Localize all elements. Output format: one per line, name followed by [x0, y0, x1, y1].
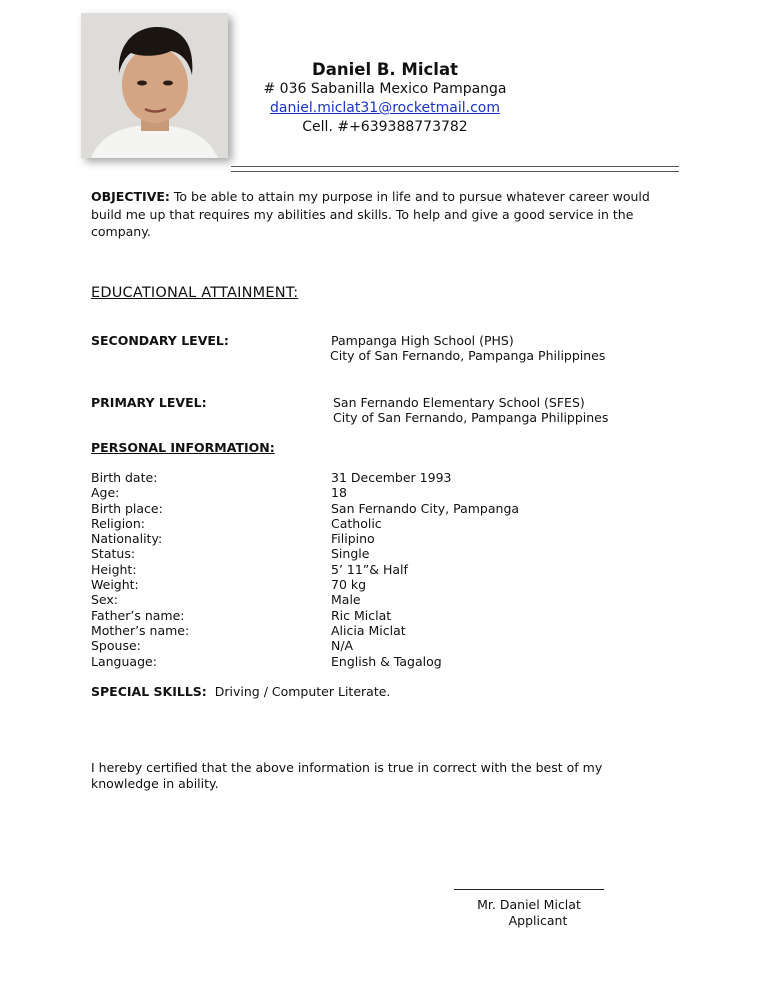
email-link[interactable]: daniel.miclat31@rocketmail.com [270, 100, 500, 116]
cell-number: Cell. #+639388773782 [302, 119, 468, 135]
secondary-level-label: SECONDARY LEVEL: [91, 333, 229, 348]
personal-info-values [331, 470, 519, 669]
spouse-label: Spouse: [91, 638, 141, 654]
status-label: Status: [91, 546, 136, 562]
spouse-value: N/A [331, 638, 354, 654]
profile-photo [81, 13, 228, 158]
address: # 036 Sabanilla Mexico Pampanga [263, 81, 507, 97]
signature-line [454, 889, 604, 890]
age-value: 18 [331, 485, 347, 501]
objective-paragraph [91, 188, 676, 241]
birth-date-label: Birth date: [91, 470, 158, 485]
objective-label: OBJECTIVE: [91, 189, 170, 204]
header-divider-bottom [231, 171, 679, 172]
education-heading: EDUCATIONAL ATTAINMENT: [91, 285, 299, 301]
sex-label: Sex: [91, 592, 119, 608]
birth-date-value: 31 December 1993 [331, 470, 452, 485]
header-divider-top [231, 166, 679, 167]
status-value: Single [331, 546, 370, 562]
signature-name: Mr. Daniel Miclat [477, 897, 581, 912]
weight-label: Weight: [91, 577, 139, 593]
special-skills-label: SPECIAL SKILLS: [91, 684, 207, 699]
age-label: Age: [91, 485, 120, 501]
secondary-location: City of San Fernando, Pampanga Philippines [330, 348, 606, 363]
special-skills-text: Driving / Computer Literate. [214, 684, 391, 699]
mothers-name-label: Mother’s name: [91, 622, 190, 638]
sex-value: Male [331, 592, 361, 608]
birth-place-value: San Fernando City, Pampanga [331, 500, 520, 516]
nationality-label: Nationality: [91, 531, 163, 547]
nationality-value: Filipino [331, 531, 375, 547]
objective-text: To be able to attain my purpose in life and to pursue whatever career would build me up that requires my abilities and skills. To help and give a good service in the company. [91, 189, 650, 239]
applicant-name: Daniel B. Miclat [312, 60, 458, 79]
weight-value: 70 kg [331, 577, 367, 593]
height-label: Height: [91, 561, 137, 577]
fathers-name-label: Father’s name: [91, 607, 185, 623]
religion-value: Catholic [331, 515, 382, 531]
primary-school: San Fernando Elementary School (SFES) [333, 395, 585, 410]
primary-location: City of San Fernando, Pampanga Philippines [333, 410, 609, 425]
primary-level-label: PRIMARY LEVEL: [91, 395, 207, 410]
signature-role: Applicant [508, 913, 568, 928]
mothers-name-value: Alicia Miclat [331, 622, 406, 638]
language-label: Language: [91, 653, 157, 669]
height-value: 5’ 11”& Half [331, 561, 408, 577]
certification-statement: I hereby certified that the above information is true in correct with the best of my knowledge in ability. [91, 760, 603, 791]
special-skills [91, 684, 390, 699]
birth-place-label: Birth place: [91, 500, 163, 516]
personal-info-labels [91, 470, 189, 669]
secondary-school: Pampanga High School (PHS) [331, 333, 514, 348]
religion-label: Religion: [91, 515, 145, 531]
language-value: English & Tagalog [331, 653, 442, 669]
personal-info-heading: PERSONAL INFORMATION: [91, 440, 275, 455]
fathers-name-value: Ric Miclat [331, 607, 392, 623]
